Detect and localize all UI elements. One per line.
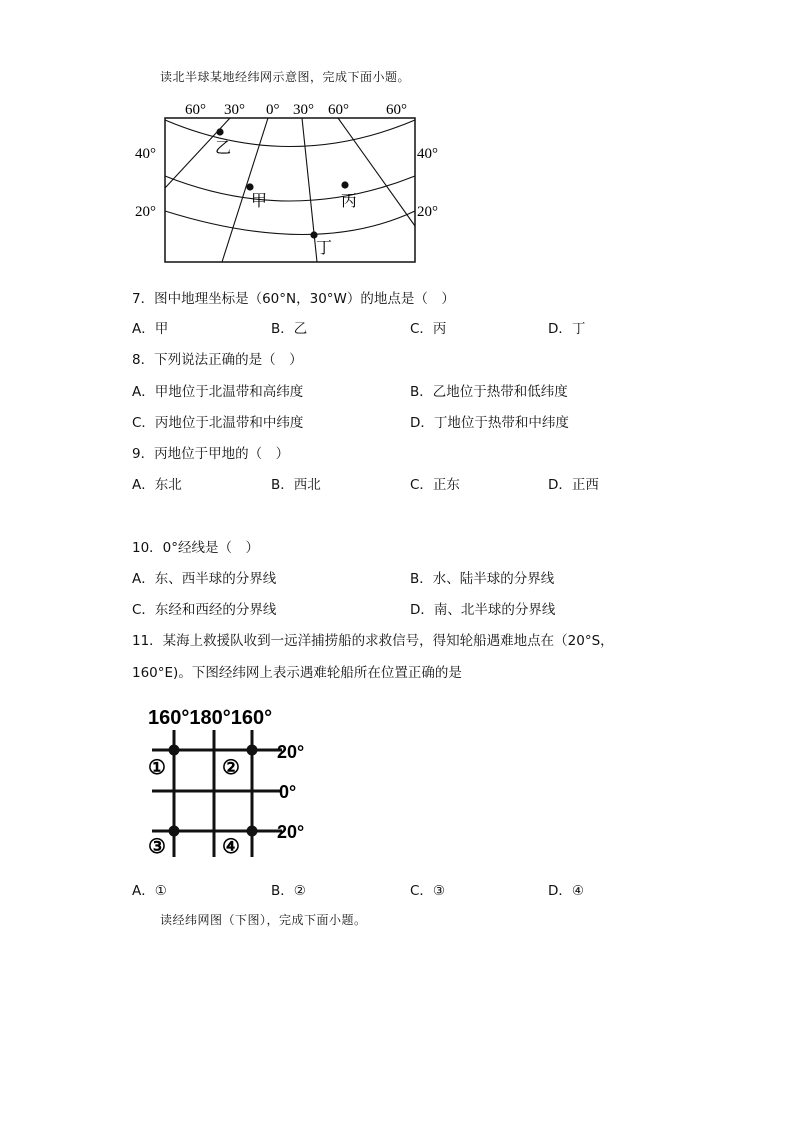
latitude-line-40 [165, 176, 415, 201]
question-9-text: 9．丙地位于甲地的（ ） [132, 446, 290, 462]
q8-option-c[interactable]: C．丙地位于北温带和中纬度 [132, 415, 304, 431]
graticule-figure-2 [144, 702, 334, 862]
intro-text-1: 读北半球某地经纬网示意图，完成下面小题。 [160, 70, 411, 84]
q8-option-a[interactable]: A．甲地位于北温带和高纬度 [132, 384, 304, 400]
marker-2: ② [222, 757, 240, 779]
right-label-20: 20° [417, 204, 438, 220]
question-8-text: 8．下列说法正确的是（ ） [132, 352, 303, 368]
q9-option-d[interactable]: D．正西 [548, 477, 599, 493]
marker-3: ③ [148, 836, 166, 858]
point-1-dot [169, 745, 180, 756]
q10-option-a[interactable]: A．东、西半球的分界线 [132, 571, 277, 587]
q11-option-d[interactable]: D．④ [548, 883, 584, 899]
point-ding-dot [310, 231, 317, 238]
q7-option-a[interactable]: A．甲 [132, 321, 169, 337]
point-4-dot [247, 826, 258, 837]
question-10-text: 10．0°经线是（ ） [132, 540, 260, 556]
graticule-figure-1 [130, 98, 450, 270]
meridian-line-0 [302, 118, 317, 262]
intro-text-2: 读经纬网图（下图），完成下面小题。 [160, 913, 367, 927]
figure-frame [165, 118, 415, 262]
q11-option-a[interactable]: A．① [132, 883, 167, 899]
point-3-dot [169, 826, 180, 837]
q9-option-c[interactable]: C．正东 [410, 477, 460, 493]
right-label-0: 0° [279, 782, 297, 802]
top-label-60e: 60° [328, 102, 349, 118]
point-jia-label: 甲 [251, 193, 268, 210]
q9-option-a[interactable]: A．东北 [132, 477, 182, 493]
right-label-40: 40° [417, 146, 438, 162]
q7-option-b[interactable]: B．乙 [271, 321, 308, 337]
q11-option-c[interactable]: C．③ [410, 883, 446, 899]
q8-option-b[interactable]: B．乙地位于热带和低纬度 [410, 384, 568, 400]
point-jia-dot [246, 183, 253, 190]
point-bing-label: 丙 [341, 193, 358, 210]
q9-option-b[interactable]: B．西北 [271, 477, 321, 493]
q7-option-d[interactable]: D．丁 [548, 321, 586, 337]
top-label-60e-right: 60° [386, 102, 407, 118]
top-label-0: 0° [266, 102, 280, 118]
point-bing-dot [341, 181, 348, 188]
point-yi-dot [216, 128, 223, 135]
latitude-line-60 [165, 120, 415, 147]
point-yi-label: 乙 [215, 140, 232, 157]
marker-4: ④ [222, 836, 240, 858]
latitude-line-20 [165, 211, 415, 235]
question-11-line-1: 11．某海上救援队收到一远洋捕捞船的求救信号，得知轮船遇难地点在（20°S， [132, 633, 614, 649]
q10-option-c[interactable]: C．东经和西经的分界线 [132, 602, 277, 618]
right-label-20n: 20° [277, 742, 305, 762]
question-7-text: 7．图中地理坐标是（60°N，30°W）的地点是（ ） [132, 291, 455, 307]
left-label-20: 20° [135, 204, 156, 220]
point-2-dot [247, 745, 258, 756]
top-label-30w: 30° [224, 102, 245, 118]
marker-1: ① [148, 757, 166, 779]
point-ding-label: 丁 [316, 240, 333, 257]
q10-option-d[interactable]: D．南、北半球的分界线 [410, 602, 556, 618]
q11-option-b[interactable]: B．② [271, 883, 306, 899]
question-11-line-2: 160°E)。下图经纬网上表示遇难轮船所在位置正确的是 [132, 665, 462, 681]
q10-option-b[interactable]: B．水、陆半球的分界线 [410, 571, 555, 587]
top-label-60w: 60° [185, 102, 206, 118]
left-label-40: 40° [135, 146, 156, 162]
q8-option-d[interactable]: D．丁地位于热带和中纬度 [410, 415, 569, 431]
right-label-20s: 20° [277, 822, 305, 842]
top-longitude-labels: 160°180°160° [148, 707, 273, 729]
q7-option-c[interactable]: C．丙 [410, 321, 447, 337]
top-label-30e: 30° [293, 102, 314, 118]
